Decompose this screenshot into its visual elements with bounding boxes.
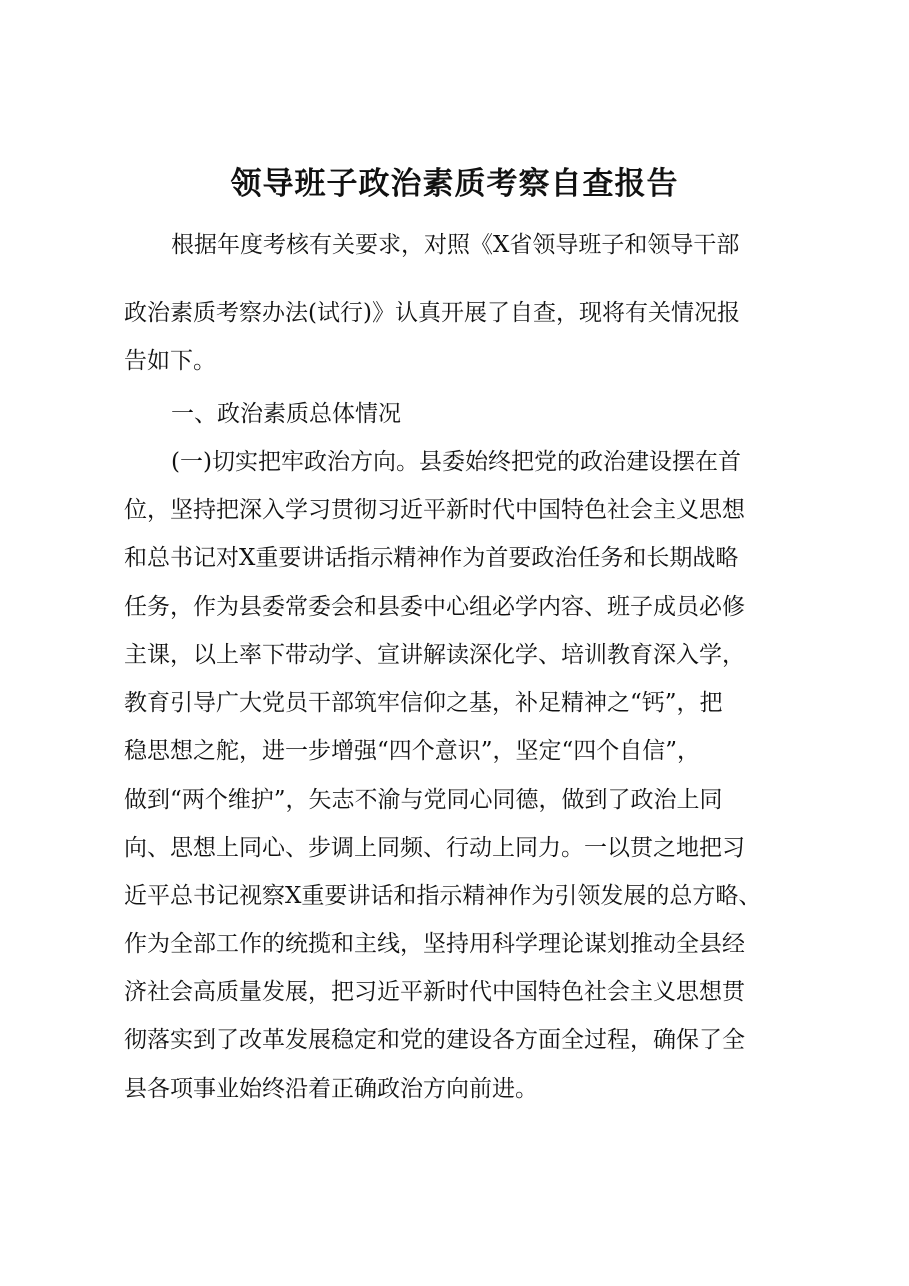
paragraph-1-line-3: 告如下。 [124, 348, 216, 374]
paragraph-2-line-11: 作为全部工作的统揽和主线，坚持用科学理论谋划推动全县经 [124, 931, 745, 957]
paragraph-2-line-6: 教育引导广大党员干部筑牢信仰之基，补足精神之“钙”，把 [124, 690, 723, 716]
document-title: 领导班子政治素质考察自查报告 [230, 166, 679, 202]
section-heading-1: 一、政治素质总体情况 [171, 401, 401, 427]
paragraph-2-line-14: 县各项事业始终沿着正确政治方向前进。 [124, 1076, 538, 1102]
paragraph-2-line-2: 位，坚持把深入学习贯彻习近平新时代中国特色社会主义思想 [124, 497, 745, 523]
paragraph-2-line-9: 向、思想上同心、步调上同频、行动上同力。一以贯之地把习 [124, 835, 745, 861]
paragraph-1-line-2: 政治素质考察办法(试行)》认真开展了自查，现将有关情况报 [124, 300, 740, 326]
paragraph-2-line-10: 近平总书记视察X重要讲话和指示精神作为引领发展的总方略、 [124, 883, 762, 909]
paragraph-2-line-7: 稳思想之舵，进一步增强“四个意识”，坚定“四个自信”， [124, 738, 701, 764]
paragraph-2-line-1: (一)切实把牢政治方向。县委始终把党的政治建设摆在首 [171, 449, 741, 475]
paragraph-2-line-3: 和总书记对X重要讲话指示精神作为首要政治任务和长期战略 [124, 545, 739, 571]
paragraph-2-line-13: 彻落实到了改革发展稳定和党的建设各方面全过程，确保了全 [124, 1027, 745, 1053]
paragraph-2-line-4: 任务，作为县委常委会和县委中心组必学内容、班子成员必修 [124, 594, 745, 620]
paragraph-2-line-12: 济社会高质量发展，把习近平新时代中国特色社会主义思想贯 [124, 979, 745, 1005]
paragraph-1-line-1: 根据年度考核有关要求，对照《X省领导班子和领导干部 [171, 232, 740, 258]
paragraph-2-line-5: 主课，以上率下带动学、宣讲解读深化学、培训教育深入学， [124, 642, 745, 668]
paragraph-2-line-8: 做到“两个维护”，矢志不渝与党同心同德，做到了政治上同 [124, 787, 723, 813]
